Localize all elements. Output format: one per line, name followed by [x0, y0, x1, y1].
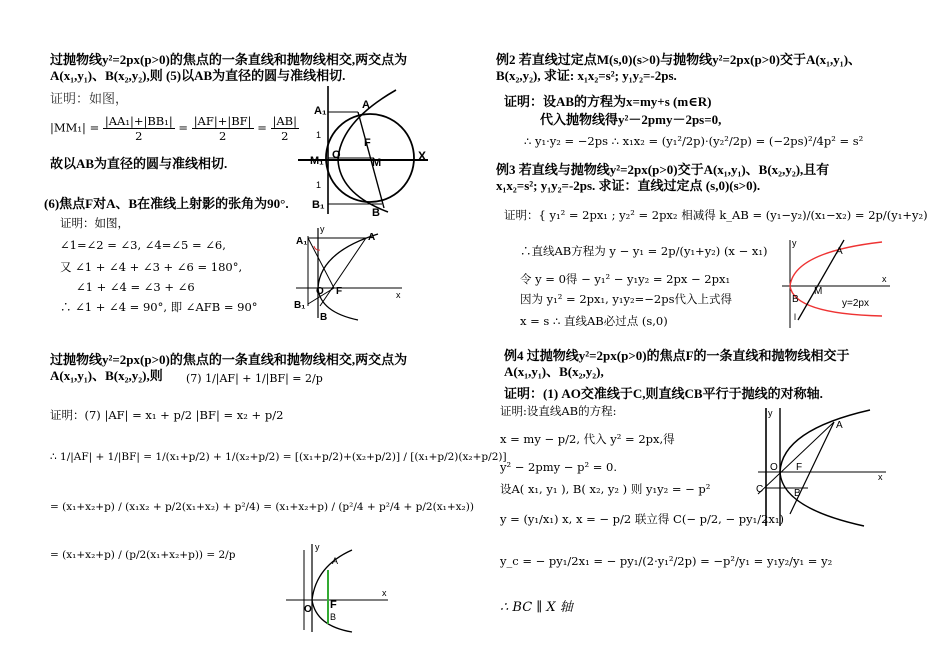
fig1-label-1-top: 1 — [316, 130, 322, 140]
fig5-label-f: F — [796, 462, 803, 473]
ex3-line1: 证明：{ y₁² = 2px₁ ; y₂² = 2px₂ 相减得 k_AB = (y₁−y₂)/(x₁−x₂) = 2p/(y₁+y₂) — [504, 208, 928, 222]
prob7-line3: = (x₁+x₂+p) / (x₁x₂ + p/2(x₁+x₂) + p²/4) = (x₁+x₂+p) / (p²/4 + p²/4 + p/2(x₁+x₂)) — [50, 501, 474, 513]
fig1-label-x: X — [418, 149, 427, 163]
fig2-label-a: A — [368, 232, 376, 243]
fig2-label-b1: B₁ — [294, 300, 306, 311]
fig3-label-o: O — [304, 604, 312, 615]
parabola-lower — [780, 472, 864, 526]
fig2-label-x: x — [396, 290, 401, 300]
prob6-title: (6)焦点F对A、B在准线上射影的张角为90°. — [44, 196, 289, 211]
prob6-line3: 又 ∠1 + ∠4 + ∠3 + ∠6 = 180°, — [60, 260, 243, 274]
fig1-label-o: O — [332, 149, 341, 161]
fig2-label-y: y — [320, 224, 325, 234]
prob5-equation: |MM₁| = $\frac{\text{|AA₁|+|BB₁|}}{2}$ = $\frac{|AF|+|BF|}{2}$ = $\frac{|AB|}{2}$ — [50, 114, 298, 143]
fig4-label-b: B — [792, 294, 799, 305]
fig2-label-a1: A₁ — [296, 236, 308, 247]
figure-fixed-point — [778, 236, 896, 330]
ex3-line2: ∴直线AB方程为 y − y₁ = 2p/(y₁+y₂) (x − x₁) — [520, 244, 768, 258]
prob5-eq-lhs: |MM₁| = — [50, 120, 100, 135]
fig5-label-c: C — [756, 484, 764, 495]
ex4-line6: y_c = − py₁/2x₁ = − py₁/(2·y₁²/2p) = −p²/y₁ = y₁y₂/y₁ = y₂ — [500, 554, 833, 568]
prob5-eq-frac3-den: 2 — [281, 129, 289, 143]
ex4-statement: 证明：(1) AO交准线于C,则直线CB平行于抛线的对称轴. — [504, 386, 823, 401]
fig3-label-y: y — [315, 542, 320, 552]
chord-ab — [320, 238, 366, 306]
ex4-line1: 证明:设直线AB的方程: — [500, 404, 617, 418]
fig2-label-b: B — [320, 312, 328, 322]
a1-to-f — [308, 238, 334, 288]
fig3-label-x: x — [382, 588, 387, 598]
fig2-label-o: O — [316, 286, 324, 297]
ex4-title-line2: A(x₁,y₁)、B(x₂,y₂), — [504, 364, 604, 379]
figure-right-angle — [292, 222, 410, 322]
fig4-label-l: l — [794, 312, 796, 322]
prob6-line2: ∠1=∠2 = ∠3, ∠4=∠5 = ∠6, — [60, 238, 226, 252]
ex3-line4: 因为 y₁² = 2px₁, y₁y₂=−2ps代入上式得 — [520, 292, 732, 306]
prob6-line4: ∠1 + ∠4 = ∠3 + ∠6 — [76, 280, 195, 294]
ex2-title-line2: B(x₂,y₂), 求证: x₁x₂=s²; y₁y₂=-2ps. — [496, 68, 677, 83]
fig5-label-b: B — [794, 488, 801, 499]
prob7-line1: 证明：(7) |AF| = x₁ + p/2 |BF| = x₂ + p/2 — [50, 408, 284, 422]
ex3-line3: 令 y = 0得 − y₁² − y₁y₂ = 2px − 2px₁ — [520, 272, 731, 286]
prob7-line4: = (x₁+x₂+p) / (p/2(x₁+x₂+p)) = 2/p — [50, 549, 236, 561]
prob6-line5: ∴ ∠1 + ∠4 = 90°, 即 ∠AFB = 90° — [60, 300, 258, 314]
fig1-label-b1: B₁ — [312, 199, 325, 211]
ex2-line2: 代入抛物线得y²－2pmy－2ps=0, — [540, 112, 722, 127]
prob7-line2: ∴ 1/|AF| + 1/|BF| = 1/(x₁+p/2) + 1/(x₂+p/2) = [(x₁+p/2)+(x₂+p/2)] / [(x₁+p/2)(x₂+p/2)] — [50, 451, 507, 463]
prob5-eq-frac3-num: |AB| — [272, 114, 298, 128]
fig4-label-m: M — [814, 286, 823, 297]
ex2-title-line1: 例2 若直线过定点M(s,0)(s>0)与抛物线y²=2px(p>0)交于A(x₁,y₁)、 — [496, 52, 862, 67]
fig4-label-y: y — [792, 238, 797, 248]
fig5-label-y: y — [768, 408, 773, 418]
prob5-eq-frac1-num: |AA₁|+|BB₁| — [104, 114, 173, 128]
fig4-label-curve: y=2px — [842, 298, 869, 309]
ex3-line5: x = s ∴ 直线AB必过点 (s,0) — [520, 314, 668, 328]
prob5-eq-frac2-den: 2 — [218, 129, 227, 143]
ex4-line2: x = my − p/2, 代入 y² = 2px,得 — [500, 432, 675, 446]
prob7-statement: (7) 1/|AF| + 1/|BF| = 2/p — [186, 372, 323, 385]
prob5-eq-frac2-num: |AF|+|BF| — [193, 114, 252, 128]
fig4-label-a: A — [836, 246, 843, 257]
fig3-label-b: B — [330, 612, 337, 622]
figure-focal-chord — [282, 540, 394, 634]
fig5-label-a: A — [836, 420, 843, 431]
ex2-line1: 证明：设AB的方程为x=my+s (m∈R) — [504, 94, 712, 109]
ex4-line5: y = (y₁/x₁) x, x = − p/2 联立得 C(− p/2, − py₁/2x₁) — [500, 512, 785, 526]
prob6-line1: 证明：如图， — [60, 216, 129, 230]
ex3-title-line1: 例3 若直线与抛物线y²=2px(p>0)交于A(x₁,y₁)、B(x₂,y₂),且有 — [496, 162, 830, 177]
ex2-line3: ∴ y₁·y₂ = −2ps ∴ x₁x₂ = (y₁²/2p)·(y₂²/2p) = (−2ps)²/4p² = s² — [524, 134, 864, 148]
fig1-label-m1: M₁ — [310, 155, 324, 167]
fig1-label-m: M — [372, 157, 382, 169]
fig1-label-1-bottom: 1 — [316, 180, 322, 190]
ex4-line7: ∴ BC ∥ X 轴 — [500, 600, 573, 615]
fig1-label-b: B — [372, 207, 380, 218]
angle-mark — [314, 246, 320, 250]
ex3-title-line2: x₁x₂=s²; y₁y₂=-2ps. 求证：直线过定点 (s,0)(s>0). — [496, 178, 761, 193]
fig1-label-a1: A₁ — [314, 105, 327, 117]
prob7-title-line2: A(x₁,y₁)、B(x₂,y₂),则 — [50, 368, 163, 383]
prob5-conclusion: 故以AB为直径的圆与准线相切. — [50, 156, 228, 171]
prob7-title-line1: 过抛物线y²=2px(p>0)的焦点的一条直线和抛物线相交,两交点为 — [50, 352, 408, 367]
figure-bc-parallel — [754, 404, 892, 530]
prob5-eq-frac1-den: 2 — [135, 129, 143, 143]
prob5-title-line2: A(x₁,y₁)、B(x₂,y₂),则 (5)以AB为直径的圆与准线相切. — [50, 68, 346, 83]
fig5-label-o: O — [770, 462, 778, 473]
ex4-line4: 设A( x₁, y₁ ), B( x₂, y₂ ) 则 y₁y₂ = − p² — [500, 482, 711, 496]
ex4-title-line1: 例4 过抛物线y²=2px(p>0)的焦点F的一条直线和抛物线相交于 — [504, 348, 850, 363]
fig3-label-a: A — [332, 556, 339, 566]
fig4-label-x: x — [882, 274, 887, 284]
line-ao — [758, 422, 834, 494]
fig1-label-f: F — [364, 137, 371, 149]
fig1-label-a: A — [362, 99, 370, 111]
fig5-label-x: x — [878, 472, 883, 482]
figure-circle-tangent — [292, 82, 434, 218]
prob5-title-line1: 过抛物线y²=2px(p>0)的焦点的一条直线和抛物线相交,两交点为 — [50, 52, 408, 67]
prob5-proof-lead: 证明：如图， — [50, 92, 129, 107]
ex4-line3: y² − 2pmy − p² = 0. — [500, 460, 617, 474]
fig3-label-f: F — [330, 599, 337, 611]
fig2-label-f: F — [336, 286, 343, 297]
